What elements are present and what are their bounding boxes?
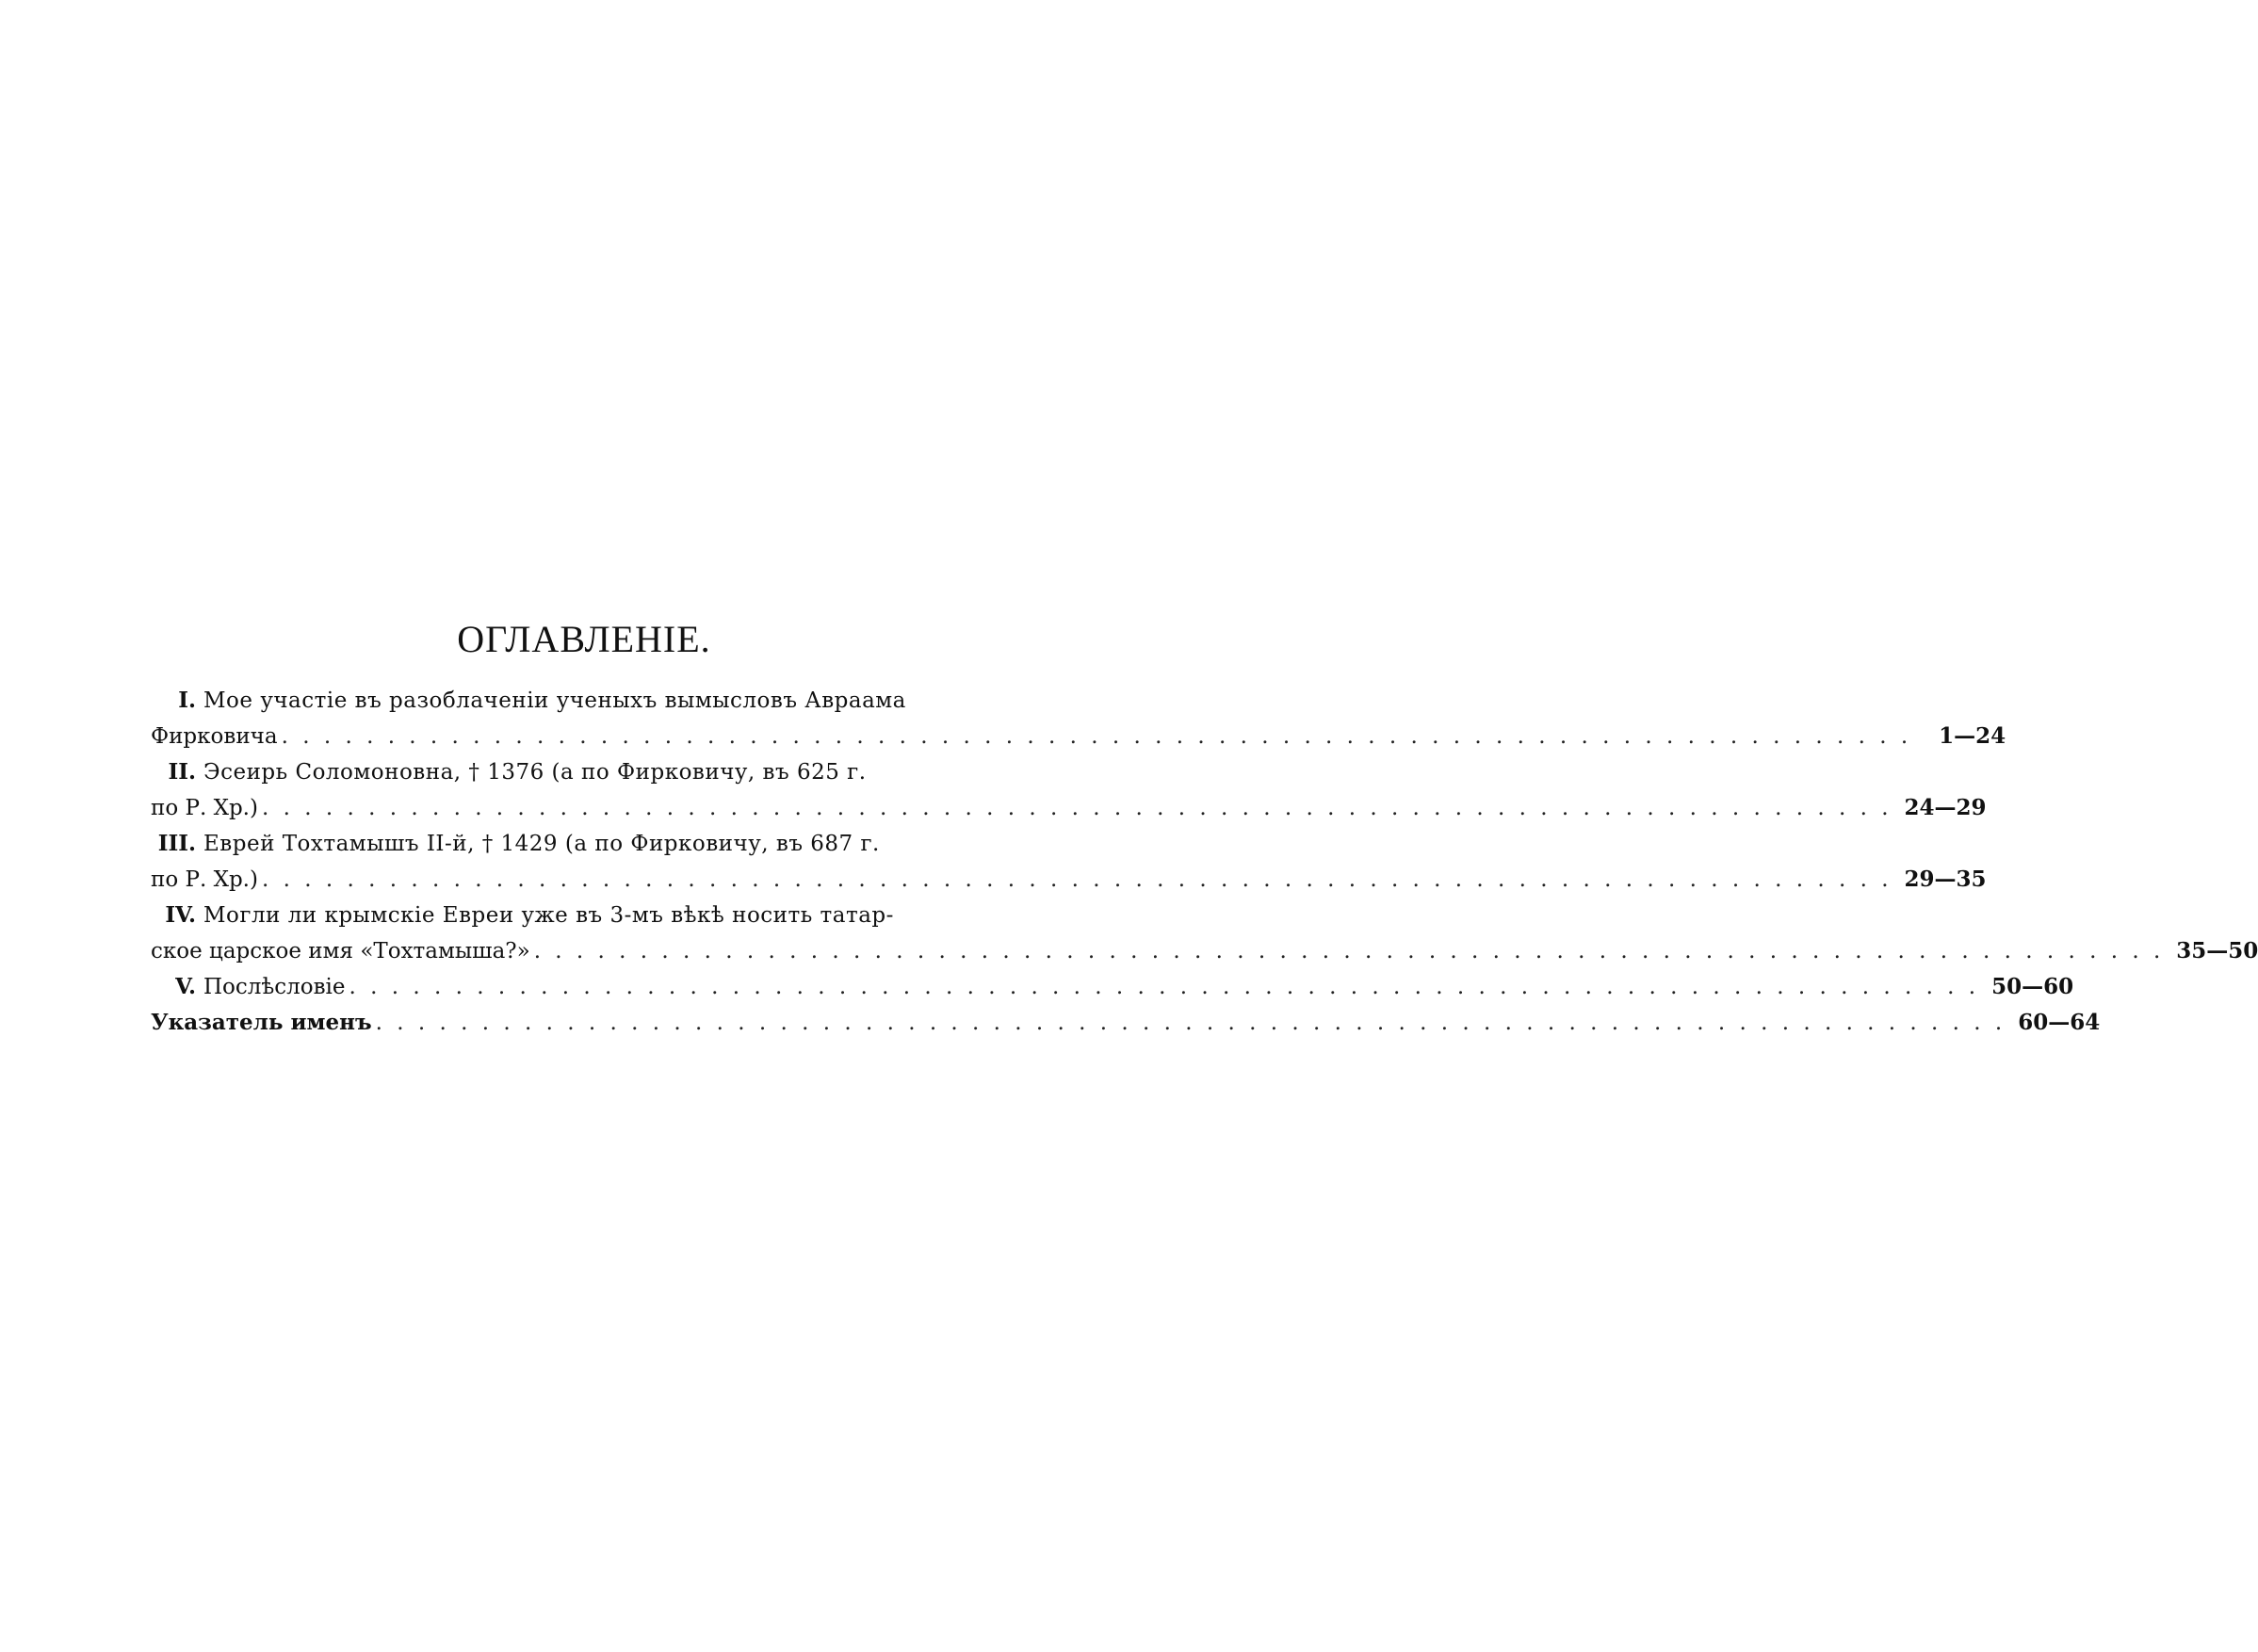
toc-index-pages: 60—64 (2018, 1010, 2101, 1035)
toc-entry-title-cont: по Р. Хр.) (151, 796, 258, 820)
toc-entry-pages: 24—29 (1904, 795, 1987, 820)
toc-entry-pages: 50—60 (1991, 974, 2074, 999)
dot-leader (262, 863, 1892, 898)
table-of-contents (151, 617, 2258, 1041)
dot-leader (282, 720, 1912, 754)
toc-entry-title-cont: Фирковича (151, 724, 278, 749)
toc-entry-4 (151, 898, 2258, 969)
toc-entry-line (151, 933, 2258, 969)
toc-entry-line (151, 862, 1987, 898)
toc-entry-line (151, 898, 1017, 933)
dot-leader (262, 791, 1892, 826)
toc-entry-title-cont: ское царское имя «Тохтамыша?» (151, 939, 530, 964)
toc-entry-index (151, 1005, 2101, 1041)
toc-entry-5 (151, 969, 2074, 1005)
toc-entry-pages: 1—24 (1939, 723, 2006, 749)
dot-leader (376, 1006, 2006, 1041)
toc-entry-line (151, 719, 2006, 754)
toc-entry-title: Могли ли крымскiе Евреи уже въ 3-мъ вѣкѣ носить татар- (203, 903, 894, 928)
toc-entry-number: IV. (165, 902, 196, 928)
dot-leader (534, 934, 2165, 969)
toc-entry-title: Послѣсловiе (203, 975, 346, 999)
toc-entry-pages: 35—50 (2176, 938, 2258, 964)
toc-entry-3 (151, 826, 1987, 898)
toc-entry-2 (151, 754, 1987, 826)
toc-entry-line (151, 683, 1017, 719)
toc-entry-line (151, 969, 2074, 1005)
dot-leader (349, 970, 1980, 1005)
toc-entry-line (151, 790, 1987, 826)
toc-entry-1 (151, 683, 2006, 754)
toc-entry-number: V. (175, 974, 196, 999)
toc-entry-title: Еврей Тохтамышъ II-й, † 1429 (а по Фирковичу, въ 687 г. (203, 832, 880, 856)
toc-entry-number: II. (168, 759, 196, 785)
toc-entry-title: Мое участiе въ разоблаченiи ученыхъ вымысловъ Авраама (203, 688, 906, 713)
toc-entry-title-cont: по Р. Хр.) (151, 867, 258, 892)
toc-entry-number: III. (157, 831, 196, 856)
toc-entry-line (151, 1005, 2101, 1041)
page-title: ОГЛАВЛЕНIЕ. (457, 618, 711, 660)
toc-entry-line (151, 754, 1017, 790)
toc-index-title: Указатель именъ (151, 1010, 372, 1035)
toc-entry-pages: 29—35 (1904, 866, 1987, 892)
toc-entry-number: I. (178, 688, 196, 713)
toc-entry-title: Эсеирь Соломоновна, † 1376 (а по Фирковичу, въ 625 г. (203, 760, 867, 785)
toc-entry-line (151, 826, 1017, 862)
